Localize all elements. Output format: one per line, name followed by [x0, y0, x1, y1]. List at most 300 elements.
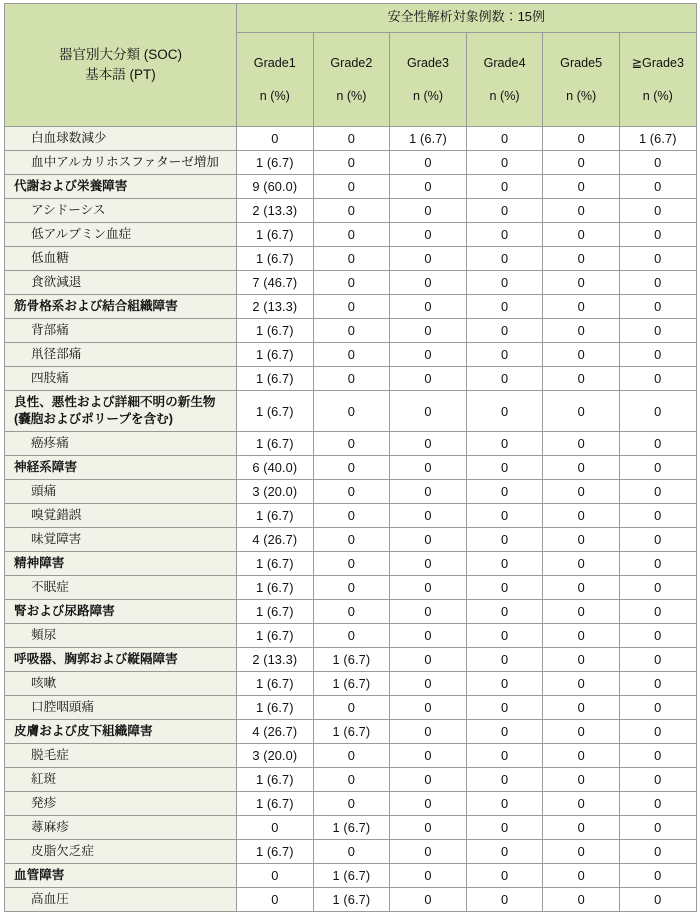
row-label: 腎および尿路障害	[14, 604, 115, 619]
cell-grade6: 0	[619, 744, 696, 768]
grade1-label: Grade1	[253, 55, 296, 70]
cell-grade2: 0	[313, 432, 390, 456]
cell-grade2: 0	[313, 600, 390, 624]
table-row	[5, 367, 697, 391]
row-label: 低血糖	[31, 251, 69, 266]
table-row	[5, 175, 697, 199]
pt-label-cell	[5, 343, 237, 367]
cell-grade1: 0	[237, 888, 314, 912]
grade2-label: Grade2	[330, 55, 373, 70]
cell-grade6: 0	[619, 175, 696, 199]
cell-grade2: 1 (6.7)	[313, 888, 390, 912]
row-label: 味覚障害	[31, 532, 82, 547]
pt-label-cell	[5, 504, 237, 528]
pt-label-cell	[5, 696, 237, 720]
cell-grade4: 0	[466, 816, 543, 840]
cell-grade3: 0	[390, 319, 467, 343]
cell-grade6: 0	[619, 504, 696, 528]
row-label: 頻尿	[31, 628, 57, 643]
cell-grade5: 0	[543, 672, 620, 696]
cell-grade1: 7 (46.7)	[237, 271, 314, 295]
cell-grade5: 0	[543, 175, 620, 199]
cell-grade1: 4 (26.7)	[237, 528, 314, 552]
pt-label-cell	[5, 223, 237, 247]
cell-grade4: 0	[466, 504, 543, 528]
cell-grade4: 0	[466, 247, 543, 271]
table-header	[5, 4, 697, 127]
cell-grade4: 0	[466, 624, 543, 648]
cell-grade6: 0	[619, 624, 696, 648]
cell-grade5: 0	[543, 480, 620, 504]
cell-grade2: 1 (6.7)	[313, 816, 390, 840]
cell-grade1: 1 (6.7)	[237, 792, 314, 816]
cell-grade5: 0	[543, 744, 620, 768]
cell-grade2: 0	[313, 223, 390, 247]
cell-grade1: 2 (13.3)	[237, 199, 314, 223]
pt-label-cell	[5, 816, 237, 840]
pt-label-cell	[5, 792, 237, 816]
soc-label-cell	[5, 552, 237, 576]
pt-label-cell	[5, 624, 237, 648]
cell-grade2: 1 (6.7)	[313, 672, 390, 696]
cell-grade6: 0	[619, 864, 696, 888]
cell-grade3: 0	[390, 367, 467, 391]
cell-grade6: 0	[619, 456, 696, 480]
cell-grade3: 0	[390, 624, 467, 648]
table-row	[5, 223, 697, 247]
cell-grade3: 0	[390, 343, 467, 367]
cell-grade4: 0	[466, 888, 543, 912]
row-label: 不眠症	[31, 580, 69, 595]
cell-grade6: 1 (6.7)	[619, 127, 696, 151]
cell-grade4: 0	[466, 648, 543, 672]
row-label: 発疹	[31, 796, 57, 811]
cell-grade1: 1 (6.7)	[237, 600, 314, 624]
row-label: 四肢痛	[31, 371, 69, 386]
cell-grade5: 0	[543, 528, 620, 552]
cell-grade5: 0	[543, 343, 620, 367]
cell-grade4: 0	[466, 271, 543, 295]
cell-grade3: 0	[390, 432, 467, 456]
cell-grade2: 0	[313, 744, 390, 768]
cell-grade5: 0	[543, 648, 620, 672]
cell-grade3: 0	[390, 175, 467, 199]
cell-grade4: 0	[466, 576, 543, 600]
cell-grade4: 0	[466, 768, 543, 792]
row-label-line1: 良性、悪性および詳細不明の新生物	[14, 394, 216, 409]
cell-grade5: 0	[543, 840, 620, 864]
row-label: 皮脂欠乏症	[31, 844, 94, 859]
cell-grade1: 1 (6.7)	[237, 319, 314, 343]
cell-grade5: 0	[543, 720, 620, 744]
grade4-label: Grade4	[483, 55, 526, 70]
row-label: 筋骨格系および結合組織障害	[14, 299, 178, 314]
cell-grade6: 0	[619, 199, 696, 223]
cell-grade2: 0	[313, 696, 390, 720]
cell-grade2: 0	[313, 391, 390, 432]
cell-grade1: 0	[237, 864, 314, 888]
cell-grade6: 0	[619, 528, 696, 552]
row-label: 嗅覚錯誤	[31, 508, 82, 523]
table-row	[5, 528, 697, 552]
cell-grade2: 0	[313, 271, 390, 295]
table-row	[5, 295, 697, 319]
cell-grade5: 0	[543, 391, 620, 432]
table-row	[5, 552, 697, 576]
cell-grade1: 3 (20.0)	[237, 744, 314, 768]
table-row	[5, 888, 697, 912]
table-row	[5, 271, 697, 295]
cell-grade4: 0	[466, 343, 543, 367]
cell-grade2: 0	[313, 504, 390, 528]
row-label-line2: (嚢胞およびポリープを含む)	[14, 412, 173, 427]
cell-grade5: 0	[543, 888, 620, 912]
soc-label-cell	[5, 391, 237, 432]
soc-header-label: 器官別大分類 (SOC)	[59, 47, 182, 63]
cell-grade2: 1 (6.7)	[313, 864, 390, 888]
cell-grade4: 0	[466, 864, 543, 888]
table-row	[5, 672, 697, 696]
pt-label-cell	[5, 127, 237, 151]
cell-grade2: 0	[313, 319, 390, 343]
cell-grade6: 0	[619, 720, 696, 744]
cell-grade4: 0	[466, 840, 543, 864]
row-label: 食欲減退	[31, 275, 82, 290]
cell-grade6: 0	[619, 696, 696, 720]
grade2-unit: n (%)	[336, 88, 367, 103]
cell-grade4: 0	[466, 528, 543, 552]
cell-grade4: 0	[466, 391, 543, 432]
cell-grade2: 0	[313, 480, 390, 504]
soc-label-cell	[5, 864, 237, 888]
table-row	[5, 696, 697, 720]
cell-grade3: 1 (6.7)	[390, 127, 467, 151]
cell-grade3: 0	[390, 744, 467, 768]
cell-grade6: 0	[619, 600, 696, 624]
cell-grade3: 0	[390, 456, 467, 480]
cell-grade2: 0	[313, 295, 390, 319]
cell-grade6: 0	[619, 223, 696, 247]
row-label-header	[5, 4, 237, 127]
cell-grade4: 0	[466, 319, 543, 343]
cell-grade6: 0	[619, 247, 696, 271]
table-row	[5, 247, 697, 271]
row-label: 神経系障害	[14, 460, 77, 475]
pt-label-cell	[5, 199, 237, 223]
cell-grade5: 0	[543, 223, 620, 247]
row-label: 咳嗽	[31, 676, 57, 691]
pt-label-cell	[5, 432, 237, 456]
cell-grade1: 1 (6.7)	[237, 367, 314, 391]
cell-grade3: 0	[390, 696, 467, 720]
cell-grade5: 0	[543, 432, 620, 456]
cell-grade1: 1 (6.7)	[237, 576, 314, 600]
cell-grade6: 0	[619, 816, 696, 840]
cell-grade6: 0	[619, 319, 696, 343]
grade3-label: Grade3	[406, 55, 449, 70]
cell-grade2: 0	[313, 343, 390, 367]
adverse-event-table	[4, 3, 697, 912]
row-label: 高血圧	[31, 892, 69, 907]
table-row	[5, 840, 697, 864]
column-header-grade2	[313, 33, 390, 127]
row-label: 蕁麻疹	[31, 820, 69, 835]
cell-grade2: 0	[313, 456, 390, 480]
row-label: 精神障害	[14, 556, 65, 571]
grade5-unit: n (%)	[566, 88, 597, 103]
cell-grade5: 0	[543, 199, 620, 223]
row-label: 皮膚および皮下組織障害	[14, 724, 153, 739]
cell-grade1: 4 (26.7)	[237, 720, 314, 744]
row-label: 紅斑	[31, 772, 57, 787]
pt-label-cell	[5, 247, 237, 271]
cell-grade1: 1 (6.7)	[237, 432, 314, 456]
cell-grade3: 0	[390, 295, 467, 319]
cell-grade4: 0	[466, 199, 543, 223]
cell-grade3: 0	[390, 247, 467, 271]
table-row	[5, 480, 697, 504]
cell-grade4: 0	[466, 720, 543, 744]
cell-grade6: 0	[619, 480, 696, 504]
cell-grade3: 0	[390, 528, 467, 552]
column-header-grade3-or-higher	[619, 33, 696, 127]
cell-grade1: 2 (13.3)	[237, 295, 314, 319]
cell-grade5: 0	[543, 456, 620, 480]
cell-grade2: 1 (6.7)	[313, 648, 390, 672]
cell-grade4: 0	[466, 696, 543, 720]
table-row	[5, 432, 697, 456]
cell-grade3: 0	[390, 223, 467, 247]
row-label: 呼吸器、胸郭および縦隔障害	[14, 652, 178, 667]
safety-population-header: 安全性解析対象例数：15例	[237, 4, 697, 33]
cell-grade1: 1 (6.7)	[237, 624, 314, 648]
cell-grade2: 0	[313, 151, 390, 175]
cell-grade1: 1 (6.7)	[237, 696, 314, 720]
cell-grade5: 0	[543, 151, 620, 175]
cell-grade4: 0	[466, 367, 543, 391]
cell-grade6: 0	[619, 367, 696, 391]
cell-grade4: 0	[466, 600, 543, 624]
cell-grade6: 0	[619, 343, 696, 367]
cell-grade3: 0	[390, 151, 467, 175]
table-row	[5, 648, 697, 672]
cell-grade3: 0	[390, 552, 467, 576]
row-label: 血管障害	[14, 868, 65, 883]
cell-grade6: 0	[619, 576, 696, 600]
cell-grade1: 1 (6.7)	[237, 223, 314, 247]
cell-grade4: 0	[466, 223, 543, 247]
column-header-grade3	[390, 33, 467, 127]
cell-grade2: 0	[313, 528, 390, 552]
row-label: 脱毛症	[31, 748, 69, 763]
soc-label-cell	[5, 720, 237, 744]
cell-grade2: 0	[313, 247, 390, 271]
row-label: 血中アルカリホスファターゼ増加	[31, 155, 219, 170]
cell-grade2: 0	[313, 840, 390, 864]
cell-grade4: 0	[466, 432, 543, 456]
cell-grade3: 0	[390, 504, 467, 528]
table-row	[5, 624, 697, 648]
cell-grade4: 0	[466, 456, 543, 480]
row-label: 癌疼痛	[31, 436, 69, 451]
cell-grade5: 0	[543, 600, 620, 624]
table-row	[5, 768, 697, 792]
cell-grade3: 0	[390, 576, 467, 600]
pt-label-cell	[5, 319, 237, 343]
pt-label-cell	[5, 576, 237, 600]
cell-grade5: 0	[543, 127, 620, 151]
table-row	[5, 720, 697, 744]
cell-grade6: 0	[619, 432, 696, 456]
grade3-unit: n (%)	[412, 88, 444, 103]
cell-grade2: 0	[313, 199, 390, 223]
soc-label-cell	[5, 648, 237, 672]
table-row	[5, 600, 697, 624]
cell-grade3: 0	[390, 792, 467, 816]
grade3-or-higher-label: ≧Grade3	[631, 55, 685, 70]
row-label: 口腔咽頭痛	[31, 700, 94, 715]
cell-grade4: 0	[466, 295, 543, 319]
table-row	[5, 391, 697, 432]
cell-grade1: 6 (40.0)	[237, 456, 314, 480]
pt-label-cell	[5, 768, 237, 792]
pt-label-cell	[5, 367, 237, 391]
pt-label-cell	[5, 744, 237, 768]
cell-grade6: 0	[619, 648, 696, 672]
cell-grade1: 0	[237, 127, 314, 151]
grade3-or-higher-unit: n (%)	[642, 88, 673, 103]
cell-grade1: 1 (6.7)	[237, 343, 314, 367]
cell-grade5: 0	[543, 624, 620, 648]
pt-label-cell	[5, 888, 237, 912]
cell-grade3: 0	[390, 816, 467, 840]
cell-grade2: 1 (6.7)	[313, 720, 390, 744]
column-header-grade1	[237, 33, 314, 127]
cell-grade4: 0	[466, 792, 543, 816]
cell-grade5: 0	[543, 816, 620, 840]
cell-grade1: 0	[237, 816, 314, 840]
row-label: 頭痛	[31, 484, 57, 499]
cell-grade5: 0	[543, 295, 620, 319]
cell-grade3: 0	[390, 480, 467, 504]
cell-grade3: 0	[390, 864, 467, 888]
row-label: アシドーシス	[31, 203, 106, 218]
row-label: 低アルブミン血症	[31, 227, 132, 242]
cell-grade6: 0	[619, 792, 696, 816]
cell-grade6: 0	[619, 672, 696, 696]
cell-grade2: 0	[313, 768, 390, 792]
cell-grade1: 1 (6.7)	[237, 768, 314, 792]
cell-grade1: 1 (6.7)	[237, 672, 314, 696]
table-row	[5, 792, 697, 816]
cell-grade6: 0	[619, 840, 696, 864]
soc-label-cell	[5, 456, 237, 480]
cell-grade5: 0	[543, 552, 620, 576]
cell-grade2: 0	[313, 576, 390, 600]
table-row	[5, 744, 697, 768]
pt-label-cell	[5, 528, 237, 552]
row-label: 白血球数減少	[31, 131, 107, 146]
cell-grade1: 1 (6.7)	[237, 552, 314, 576]
cell-grade5: 0	[543, 576, 620, 600]
cell-grade3: 0	[390, 600, 467, 624]
cell-grade4: 0	[466, 744, 543, 768]
pt-label-cell	[5, 672, 237, 696]
row-label: 鼡径部痛	[31, 347, 82, 362]
cell-grade3: 0	[390, 768, 467, 792]
cell-grade6: 0	[619, 552, 696, 576]
soc-label-cell	[5, 175, 237, 199]
cell-grade2: 0	[313, 792, 390, 816]
cell-grade3: 0	[390, 271, 467, 295]
cell-grade1: 1 (6.7)	[237, 151, 314, 175]
cell-grade3: 0	[390, 648, 467, 672]
row-label: 代謝および栄養障害	[14, 179, 128, 194]
cell-grade2: 0	[313, 552, 390, 576]
table-row	[5, 319, 697, 343]
cell-grade6: 0	[619, 391, 696, 432]
table-row	[5, 864, 697, 888]
soc-label-cell	[5, 600, 237, 624]
cell-grade4: 0	[466, 151, 543, 175]
cell-grade4: 0	[466, 480, 543, 504]
cell-grade1: 3 (20.0)	[237, 480, 314, 504]
cell-grade5: 0	[543, 696, 620, 720]
table-row	[5, 504, 697, 528]
cell-grade1: 1 (6.7)	[237, 504, 314, 528]
column-header-grade4	[466, 33, 543, 127]
cell-grade1: 1 (6.7)	[237, 840, 314, 864]
pt-label-cell	[5, 151, 237, 175]
cell-grade5: 0	[543, 247, 620, 271]
cell-grade4: 0	[466, 175, 543, 199]
grade1-unit: n (%)	[259, 88, 290, 103]
row-label: 背部痛	[31, 323, 69, 338]
cell-grade3: 0	[390, 199, 467, 223]
cell-grade5: 0	[543, 864, 620, 888]
cell-grade3: 0	[390, 840, 467, 864]
table-row	[5, 151, 697, 175]
cell-grade3: 0	[390, 888, 467, 912]
cell-grade5: 0	[543, 504, 620, 528]
cell-grade5: 0	[543, 271, 620, 295]
table-body	[5, 127, 697, 912]
cell-grade5: 0	[543, 319, 620, 343]
cell-grade1: 2 (13.3)	[237, 648, 314, 672]
table-row	[5, 816, 697, 840]
pt-label-cell	[5, 840, 237, 864]
cell-grade2: 0	[313, 175, 390, 199]
cell-grade4: 0	[466, 552, 543, 576]
cell-grade5: 0	[543, 367, 620, 391]
cell-grade1: 1 (6.7)	[237, 247, 314, 271]
cell-grade2: 0	[313, 367, 390, 391]
pt-label-cell	[5, 480, 237, 504]
table-row	[5, 456, 697, 480]
cell-grade6: 0	[619, 295, 696, 319]
cell-grade3: 0	[390, 672, 467, 696]
cell-grade6: 0	[619, 888, 696, 912]
cell-grade3: 0	[390, 391, 467, 432]
grade5-label: Grade5	[560, 55, 603, 70]
cell-grade6: 0	[619, 151, 696, 175]
cell-grade4: 0	[466, 672, 543, 696]
cell-grade6: 0	[619, 768, 696, 792]
table-row	[5, 199, 697, 223]
header-row-top	[5, 4, 697, 33]
cell-grade5: 0	[543, 768, 620, 792]
cell-grade2: 0	[313, 127, 390, 151]
